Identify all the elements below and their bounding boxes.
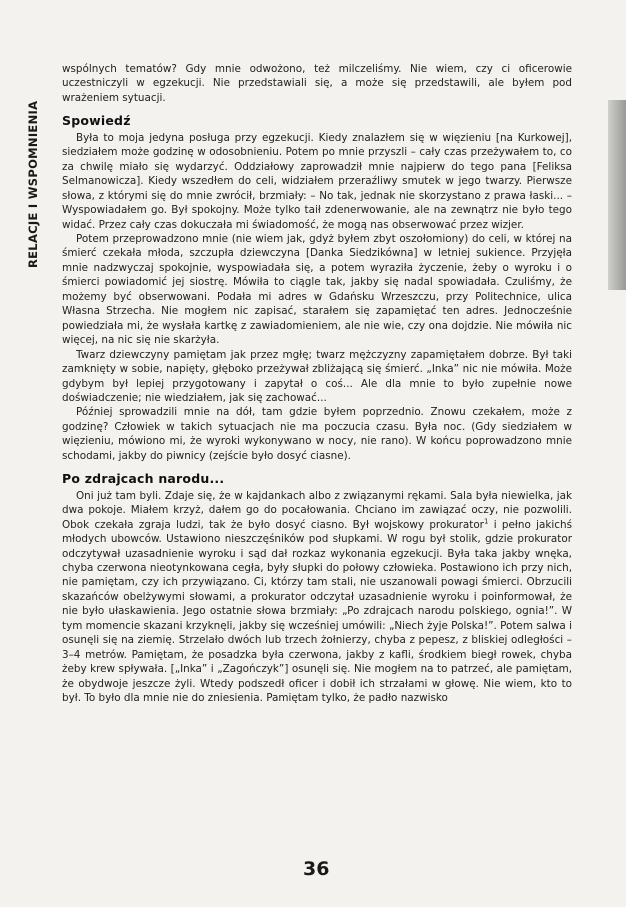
paragraph: Później sprowadzili mnie na dół, tam gdzie byłem poprzednio. Znowu czekałem, może z godzinę? Człowiek w takich sytuacjach nie ma poczucia czasu. Była noc. (Gdy siedziałem w więzieniu, mówiono mi, że wyroki wykonywano w nocy, nie rano). W końcu poprowadzono mnie schodami, jakby do piwnicy (zejście było dosyć ciasne). (62, 406, 572, 462)
page-number: 36 (303, 858, 330, 880)
paragraph-text: i pełno jakichś młodych ubowców. Ustawiono nieszczęśników pod słupkami. W rogu był stolik, gdzie prokurator odczytywał uzasadnienie wyroku i sąd dał rozkaz wykonania egzekucji. Była taka jakby wnęka, chyba czerwona nieotynkowana cegła, były słupki do połowy człowieka. Postawiono ich przy nich, nie pamiętam, czy ich przywiązano. Ci, którzy tam stali, nie uszanowali powagi śmierci. Obrzucili skazańców obelżywymi słowami, a prokurator odczytał uzasadnienie wyroku i poinformował, że nie było ułaskawienia. Jego ostatnie słowa brzmiały: „Po zdrajcach narodu polskiego, ognia!”. W tym momencie skazani krzyknęli, jakby się wcześniej umówili: „Niech żyje Polska!”. Potem salwa i osunęli się na ziemię. Strzelało dwóch lub trzech żołnierzy, chyba z pepesz, z bliskiej odległości – 3–4 metrów. Pamiętam, że posadzka była czerwona, jakby z kafli, środkiem biegł rowek, chyba żeby krew spływała. [„Inka” i „Zagończyk”] osunęli się. Nie mogłem na to patrzeć, ale pamiętam, że obydwoje jeszcze żyli. Wtedy podszedł oficer i dobił ich strzałami w głowę. Nie wiem, kto to był. To było dla mnie nie do zniesienia. Pamiętam tylko, że padło nazwisko (62, 518, 572, 705)
section-heading-spowiedz: Spowiedź (62, 113, 131, 129)
paragraph: Potem przeprowadzono mnie (nie wiem jak, gdyż byłem zbyt oszołomiony) do celi, w której na śmierć czekała młoda, szczupła dziewczyna [Danka Siedzikówna] w letniej sukience. Przyjęła mnie nadzwyczaj spokojnie, wyspowiadała się, a potem wyraziła życzenie, żeby o wyroku i o śmierci powiadomić jej siostrę. Mówiła to ciągle tak, jakby się nadal spowiadała. Czuliśmy, że możemy być obserwowani. Podała mi adres w Gdańsku Wrzeszczu, przy Politechnice, ulica Własna Strzecha. Nie mogłem nic zapisać, starałem się zapamiętać ten adres. Jednocześnie powiedziała mi, że wysłała kartkę z zawiadomieniem, ale nie wie, czy ona dojdzie. Nie mówiła nic więcej, na nic się nie skarżyła. (62, 232, 572, 347)
page-body (62, 62, 572, 705)
paragraph: Była to moja jedyna posługa przy egzekucji. Kiedy znalazłem się w więzieniu [na Kurkowej], siedziałem może godzinę w odosobnieniu. Potem po mnie przyszli – cały czas przeżywałem to, co za chwilę miało się wydarzyć. Oddziałowy zaprowadził mnie najpierw do tego pana [Feliksa Selmanowicza]. Kiedy wszedłem do celi, widziałem przeraźliwy smutek w jego twarzy. Pierwsze słowa, z którymi się do mnie zwrócił, brzmiały: – No tak, jednak nie skorzystano z prawa łaski... – Wyspowiadałem go. Był spokojny. Może tylko taił zdenerwowanie, ale na zewnątrz nie było tego widać. Przez cały czas dokuczała mi świadomość, że mogą nas obserwować przez wizjer. (62, 131, 572, 231)
section-side-label: RELACJE I WSPOMNIENIA (26, 100, 40, 268)
paragraph-text: Oni już tam byli. Zdaje się, że w kajdankach albo z związanymi rękami. Sala była niewielka, jak dwa pokoje. Miałem krzyż, dałem go do pocałowania. Chciano im zawiązać oczy, nie pozwolili. Obok czekała zgraja ludzi, tak że było dosyć ciasno. Był wojskowy prokurator (62, 489, 572, 531)
paragraph: Twarz dziewczyny pamiętam jak przez mgłę; twarz mężczyzny zapamiętałem dobrze. Był taki zamknięty w sobie, napięty, głęboko przeżywał zbliżającą się śmierć. „Inka” nic nie mówiła. Może gdybym był lepiej przygotowany i zapytał o coś... Ale dla mnie to było zupełnie nowe doświadczenie; nie wiedziałem, jak się zachować... (62, 348, 572, 404)
edge-shadow (608, 100, 626, 290)
footnote-marker: 1 (483, 517, 489, 526)
paragraph: wspólnych tematów? Gdy mnie odwożono, też milczeliśmy. Nie wiem, czy ci oficerowie uczestniczyli w egzekucji. Nie przedstawiali się, a może się przedstawili, ale byłem pod wrażeniem sytuacji. (62, 63, 572, 104)
section-heading-po-zdrajcach: Po zdrajcach narodu... (62, 471, 225, 487)
paragraph (62, 489, 572, 706)
